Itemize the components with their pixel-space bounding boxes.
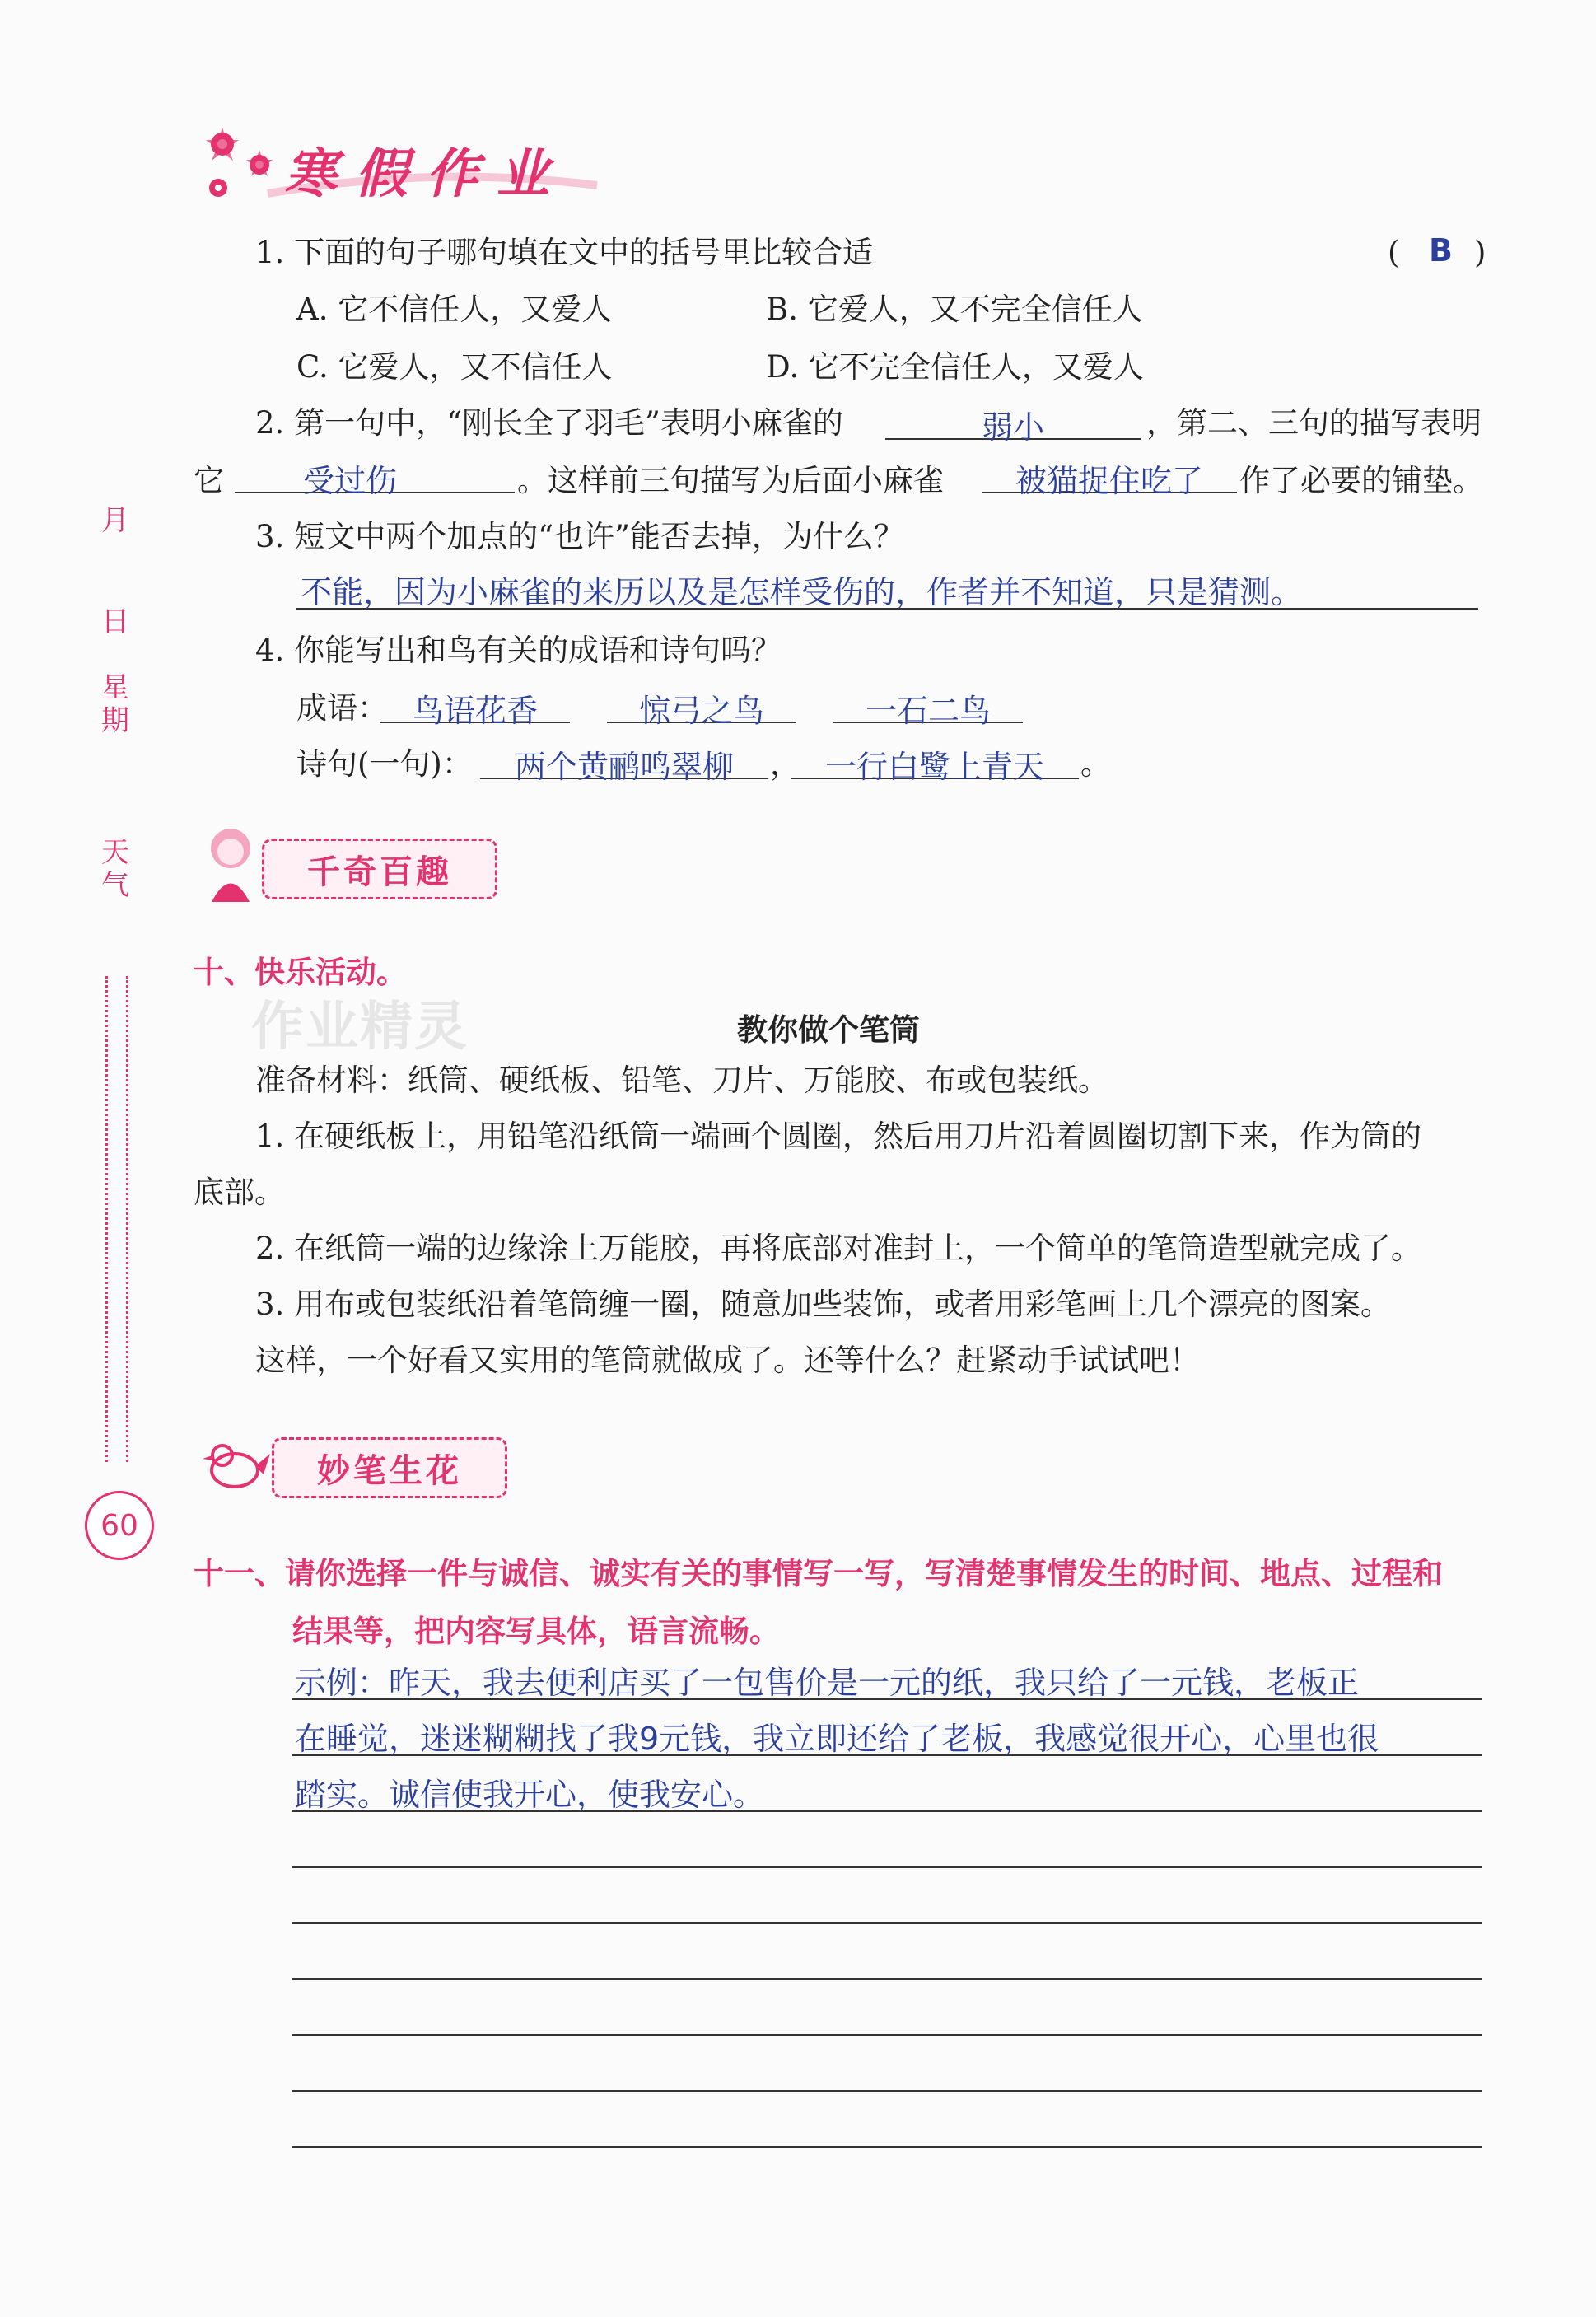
section-10-ending: 这样，一个好看又实用的笔筒就做成了。还等什么？赶紧动手试试吧！ <box>255 1343 1200 1378</box>
side-vine-decoration <box>105 976 128 1462</box>
q4-idiom-label: 成语： <box>296 690 388 726</box>
q4-period: 。 <box>1080 746 1111 782</box>
side-weather: 天气 <box>101 836 129 902</box>
q2-blank-3 <box>982 455 1237 499</box>
q4-idiom-1: 鸟语花香 <box>412 693 538 729</box>
q2-blank-1 <box>885 402 1141 446</box>
q2-part1: 2. 第一句中，“刚长全了羽毛”表明小麻雀的 <box>255 405 843 441</box>
q4-poem-blank-1 <box>480 741 768 785</box>
q1-option-d: D. 它不完全信任人，又爱人 <box>766 349 1144 385</box>
section-11-answer-line-2: 在睡觉，迷迷糊糊找了我9元钱，我立即还给了老板，我感觉很开心，心里也很 <box>295 1721 1379 1757</box>
section-10-step1-a: 1. 在硬纸板上，用铅笔沿纸筒一端画个圆圈，然后用刀片沿着圆圈切割下来，作为筒的 <box>255 1119 1422 1154</box>
writing-line-4 <box>292 1866 1482 1868</box>
q4-comma: ， <box>770 746 800 782</box>
q3-answer-line <box>296 567 1478 610</box>
q4-poem-label: 诗句(一句)： <box>296 746 473 782</box>
section-11-heading-1: 十一、请你选择一件与诚信、诚实有关的事情写一写，写清楚事情发生的时间、地点、过程和 <box>194 1556 1443 1591</box>
section-11-heading-2: 结果等，把内容写具体，语言流畅。 <box>292 1614 780 1649</box>
q2-part4: 。这样前三句描写为后面小麻雀 <box>517 463 944 498</box>
q1-stem: 1. 下面的句子哪句填在文中的括号里比较合适 <box>255 235 874 270</box>
q2-blank-2 <box>235 455 515 499</box>
q3-answer: 不能，因为小麻雀的来历以及是怎样受伤的，作者并不知道，只是猜测。 <box>301 574 1303 610</box>
badge-2-label: 妙笔生花 <box>317 1451 462 1490</box>
q2-answer-3: 被猫捉住吃了 <box>1015 463 1203 499</box>
side-month: 月 <box>101 504 129 537</box>
badge-miaobishenghua <box>272 1437 507 1498</box>
badge-1-label: 千奇百趣 <box>307 853 452 891</box>
q1-paren-right: ) <box>1474 235 1486 270</box>
q4-stem: 4. 你能写出和鸟有关的成语和诗句吗？ <box>255 633 782 668</box>
q1-option-c: C. 它爱人，又不信任人 <box>296 349 613 385</box>
section-10-heading: 十、快乐活动。 <box>194 955 407 990</box>
section-10-title: 教你做个笔筒 <box>737 1012 920 1048</box>
q2-part3: 它 <box>194 463 224 498</box>
page-number: 60 <box>100 1508 138 1543</box>
side-day: 日 <box>101 605 129 638</box>
section-11-answer-line-1: 示例：昨天，我去便利店买了一包售价是一元的纸，我只给了一元钱，老板正 <box>295 1665 1360 1701</box>
writing-line-8 <box>292 2090 1482 2092</box>
section-10-step2: 2. 在纸筒一端的边缘涂上万能胶，再将底部对准封上，一个简单的笔筒造型就完成了。 <box>255 1231 1422 1266</box>
girl-icon <box>202 824 259 906</box>
q1-option-b: B. 它爱人，又不完全信任人 <box>766 292 1143 327</box>
q4-poem-2: 一行白鹭上青天 <box>824 749 1044 785</box>
section-10-step3: 3. 用布或包装纸沿着笔筒缠一圈，随意加些装饰，或者用彩笔画上几个漂亮的图案。 <box>255 1287 1392 1322</box>
bird-icon <box>198 1429 272 1503</box>
header-logo <box>185 115 614 214</box>
q2-answer-1: 弱小 <box>981 409 1044 446</box>
section-10-materials: 准备材料：纸筒、硬纸板、铅笔、刀片、万能胶、布或包装纸。 <box>255 1063 1108 1098</box>
badge-qianqibaiqu <box>262 839 497 899</box>
q4-idiom-blank-3 <box>833 685 1023 729</box>
q4-idiom-2: 惊弓之鸟 <box>638 693 764 729</box>
side-week: 星期 <box>101 671 129 737</box>
writing-line-7 <box>292 2034 1482 2036</box>
section-10-step1-b: 底部。 <box>194 1175 285 1210</box>
writing-line-9 <box>292 2146 1482 2148</box>
q4-poem-1: 两个黄鹂鸣翠柳 <box>514 749 734 785</box>
q2-part5: 作了必要的铺垫。 <box>1239 463 1483 498</box>
page-number-badge <box>85 1491 154 1560</box>
q4-idiom-3: 一石二鸟 <box>865 693 991 729</box>
q4-idiom-blank-2 <box>607 685 796 729</box>
watermark: 作业精灵 <box>251 997 469 1058</box>
q1-paren-left: ( <box>1388 235 1400 270</box>
q1-answer: B <box>1429 232 1453 269</box>
q2-part2: ，第二、三句的描写表明 <box>1146 405 1482 441</box>
writing-line-5 <box>292 1922 1482 1924</box>
q3-stem: 3. 短文中两个加点的“也许”能否去掉，为什么？ <box>255 519 904 554</box>
q2-answer-2: 受过伤 <box>302 463 397 499</box>
q4-poem-blank-2 <box>791 741 1079 785</box>
section-11-answer-line-3: 踏实。诚信使我开心，使我安心。 <box>295 1777 765 1813</box>
q1-option-a: A. 它不信任人，又爱人 <box>296 292 613 327</box>
writing-line-6 <box>292 1978 1482 1980</box>
header-title: 寒假作业 <box>284 144 567 205</box>
q4-idiom-blank-1 <box>380 685 570 729</box>
